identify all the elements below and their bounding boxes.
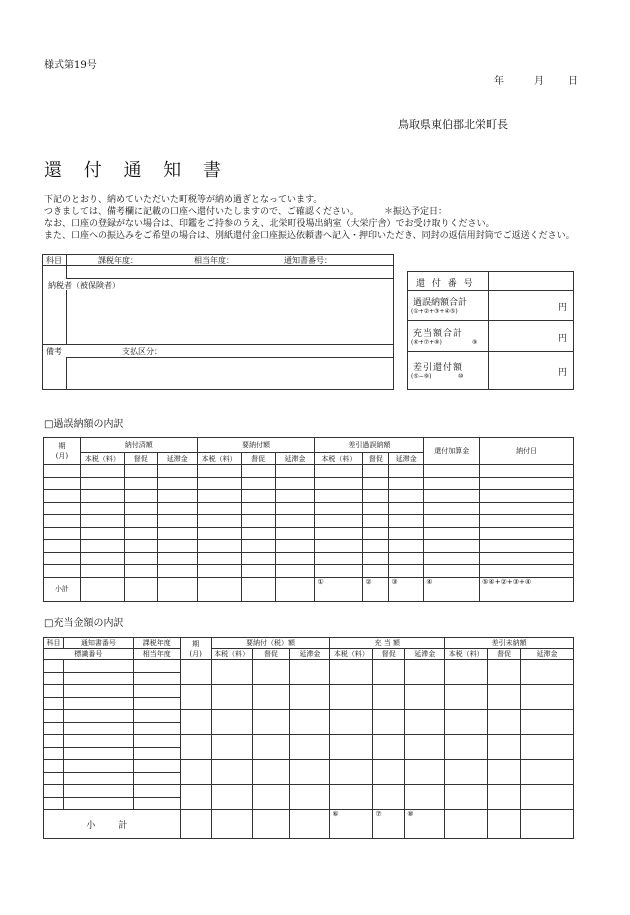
col-late: 延滞金 [275,453,315,465]
table-row [44,710,574,723]
applied-table [43,637,574,839]
tax-year-label: 課税年度： [98,256,138,265]
table-row [44,785,574,798]
mark-7: ⑦ [373,810,405,839]
mark-6: ⑥ [330,810,373,839]
col-late: 延滞金 [290,649,330,660]
subject-label: 科目 [46,256,62,265]
applied-num: ⑨ [472,339,478,346]
table-row [44,465,574,478]
mark-5: ⑤④+②+③+④ [480,577,574,601]
page-title: 還 付 通 知 書 [44,160,229,181]
notice-no-label: 通知書番号： [284,256,332,265]
col-reminder: 督促 [363,453,389,465]
section1-heading: □過誤納額の内訳 [44,419,124,430]
col-reminder: 督促 [488,649,521,660]
diff-header: 差引過誤納額 [315,438,424,453]
table-row [44,490,574,503]
net-formula: (⑤−⑨) [411,373,432,380]
col-late: 延滞金 [521,649,574,660]
s2-taxyear-header: 課税年度 [133,638,180,649]
yen-1: 円 [558,303,568,313]
col-late: 延滞金 [405,649,445,660]
taxpayer-label: 納税者（被保険者） [48,281,120,290]
paid-header: 納付済額 [80,438,197,453]
applied-formula: (⑥+⑦+⑧) [411,339,442,346]
col-tax: 本税（料） [330,649,373,660]
overpay-table [43,437,574,602]
col-tax: 本税（料） [445,649,488,660]
net-refund-label: 差引還付額 [413,363,464,373]
mark-1: ① [315,577,363,601]
overpay-formula: (①+②+③+④⑤) [411,308,458,315]
table-row [44,527,574,540]
refund-add-header: 還付加算金 [424,438,480,465]
mark-2: ② [363,577,389,601]
s2-applied-header: 充 当 額 [330,638,445,649]
transfer-date-label: ＊振込予定日： [384,207,448,217]
table-row [44,660,574,673]
date-year: 年 [494,76,504,87]
s2-refno-header: 標識番号 [44,649,134,660]
col-tax: 本税（料） [80,453,124,465]
section2-heading: □充当金額の内訳 [44,618,124,629]
col-late: 延滞金 [157,453,197,465]
yen-2: 円 [558,334,568,344]
refund-no-label: 還 付 番 号 [416,279,475,289]
col-tax: 本税（料） [197,453,241,465]
s2-period-header: 期 (月) [180,638,211,660]
s2-subject-header: 科目 [44,638,64,649]
s2-required-header: 要納付（税）額 [211,638,330,649]
mark-8: ⑧ [405,810,445,839]
table-row [44,477,574,490]
table-row [44,502,574,515]
s2-appyear-header: 相当年度 [133,649,180,660]
subtotal-label: 小計 [44,577,81,601]
s2-subtotal-row [44,810,574,839]
date-month: 月 [534,76,544,87]
yen-3: 円 [558,368,568,378]
overpay-total-label: 過誤納額合計 [413,298,468,308]
mark-3: ③ [389,577,424,601]
period-header: 期 (月) [44,438,81,465]
remarks-label: 備考 [46,347,62,356]
table-row [44,540,574,553]
intro-text: 下記のとおり、納めていただいた町税等が納め過ぎとなっています。 つきましては、備考欄に記載の口座へ還付いたしますので、ご確認ください。 ＊振込予定日： なお、口座の登録がない場合は、印鑑をご持参のうえ、北栄町役場出納室（大栄庁舎）でお受け取りください。 また、口座への振込みをご希望の場合は、別紙還付金口座振込依頼書へ記入・押印いただき、同封の返信用封筒でご返送ください。 [44,195,575,241]
net-num: ⑩ [458,373,464,380]
mark-4: ④ [424,577,480,601]
applicable-year-label: 相当年度： [194,256,234,265]
col-late: 延滞金 [389,453,424,465]
table-row [44,685,574,698]
subtotal-row [44,577,574,601]
col-tax: 本税（料） [211,649,252,660]
table-row [44,515,574,528]
issuer: 鳥取県東伯郡北栄町長 [398,118,508,131]
required-header: 要納付額 [197,438,315,453]
form-number: 様式第19号 [44,60,97,71]
s2-subtotal-label: 小 計 [44,810,181,839]
payment-class-label: 支払区分： [122,347,162,356]
table-row [44,735,574,748]
table-row [44,552,574,565]
s2-notice-header: 通知書番号 [63,638,133,649]
pay-date-header: 納付日 [480,438,574,465]
col-reminder: 督促 [241,453,275,465]
col-tax: 本税（料） [315,453,363,465]
info-box [42,254,394,390]
table-row [44,760,574,773]
date-day: 日 [568,76,578,87]
col-reminder: 督促 [124,453,157,465]
applied-total-label: 充当額合計 [413,329,464,339]
s2-unpaid-header: 差引未納額 [445,638,574,649]
table-row [44,565,574,578]
col-reminder: 督促 [373,649,405,660]
col-reminder: 督促 [252,649,290,660]
